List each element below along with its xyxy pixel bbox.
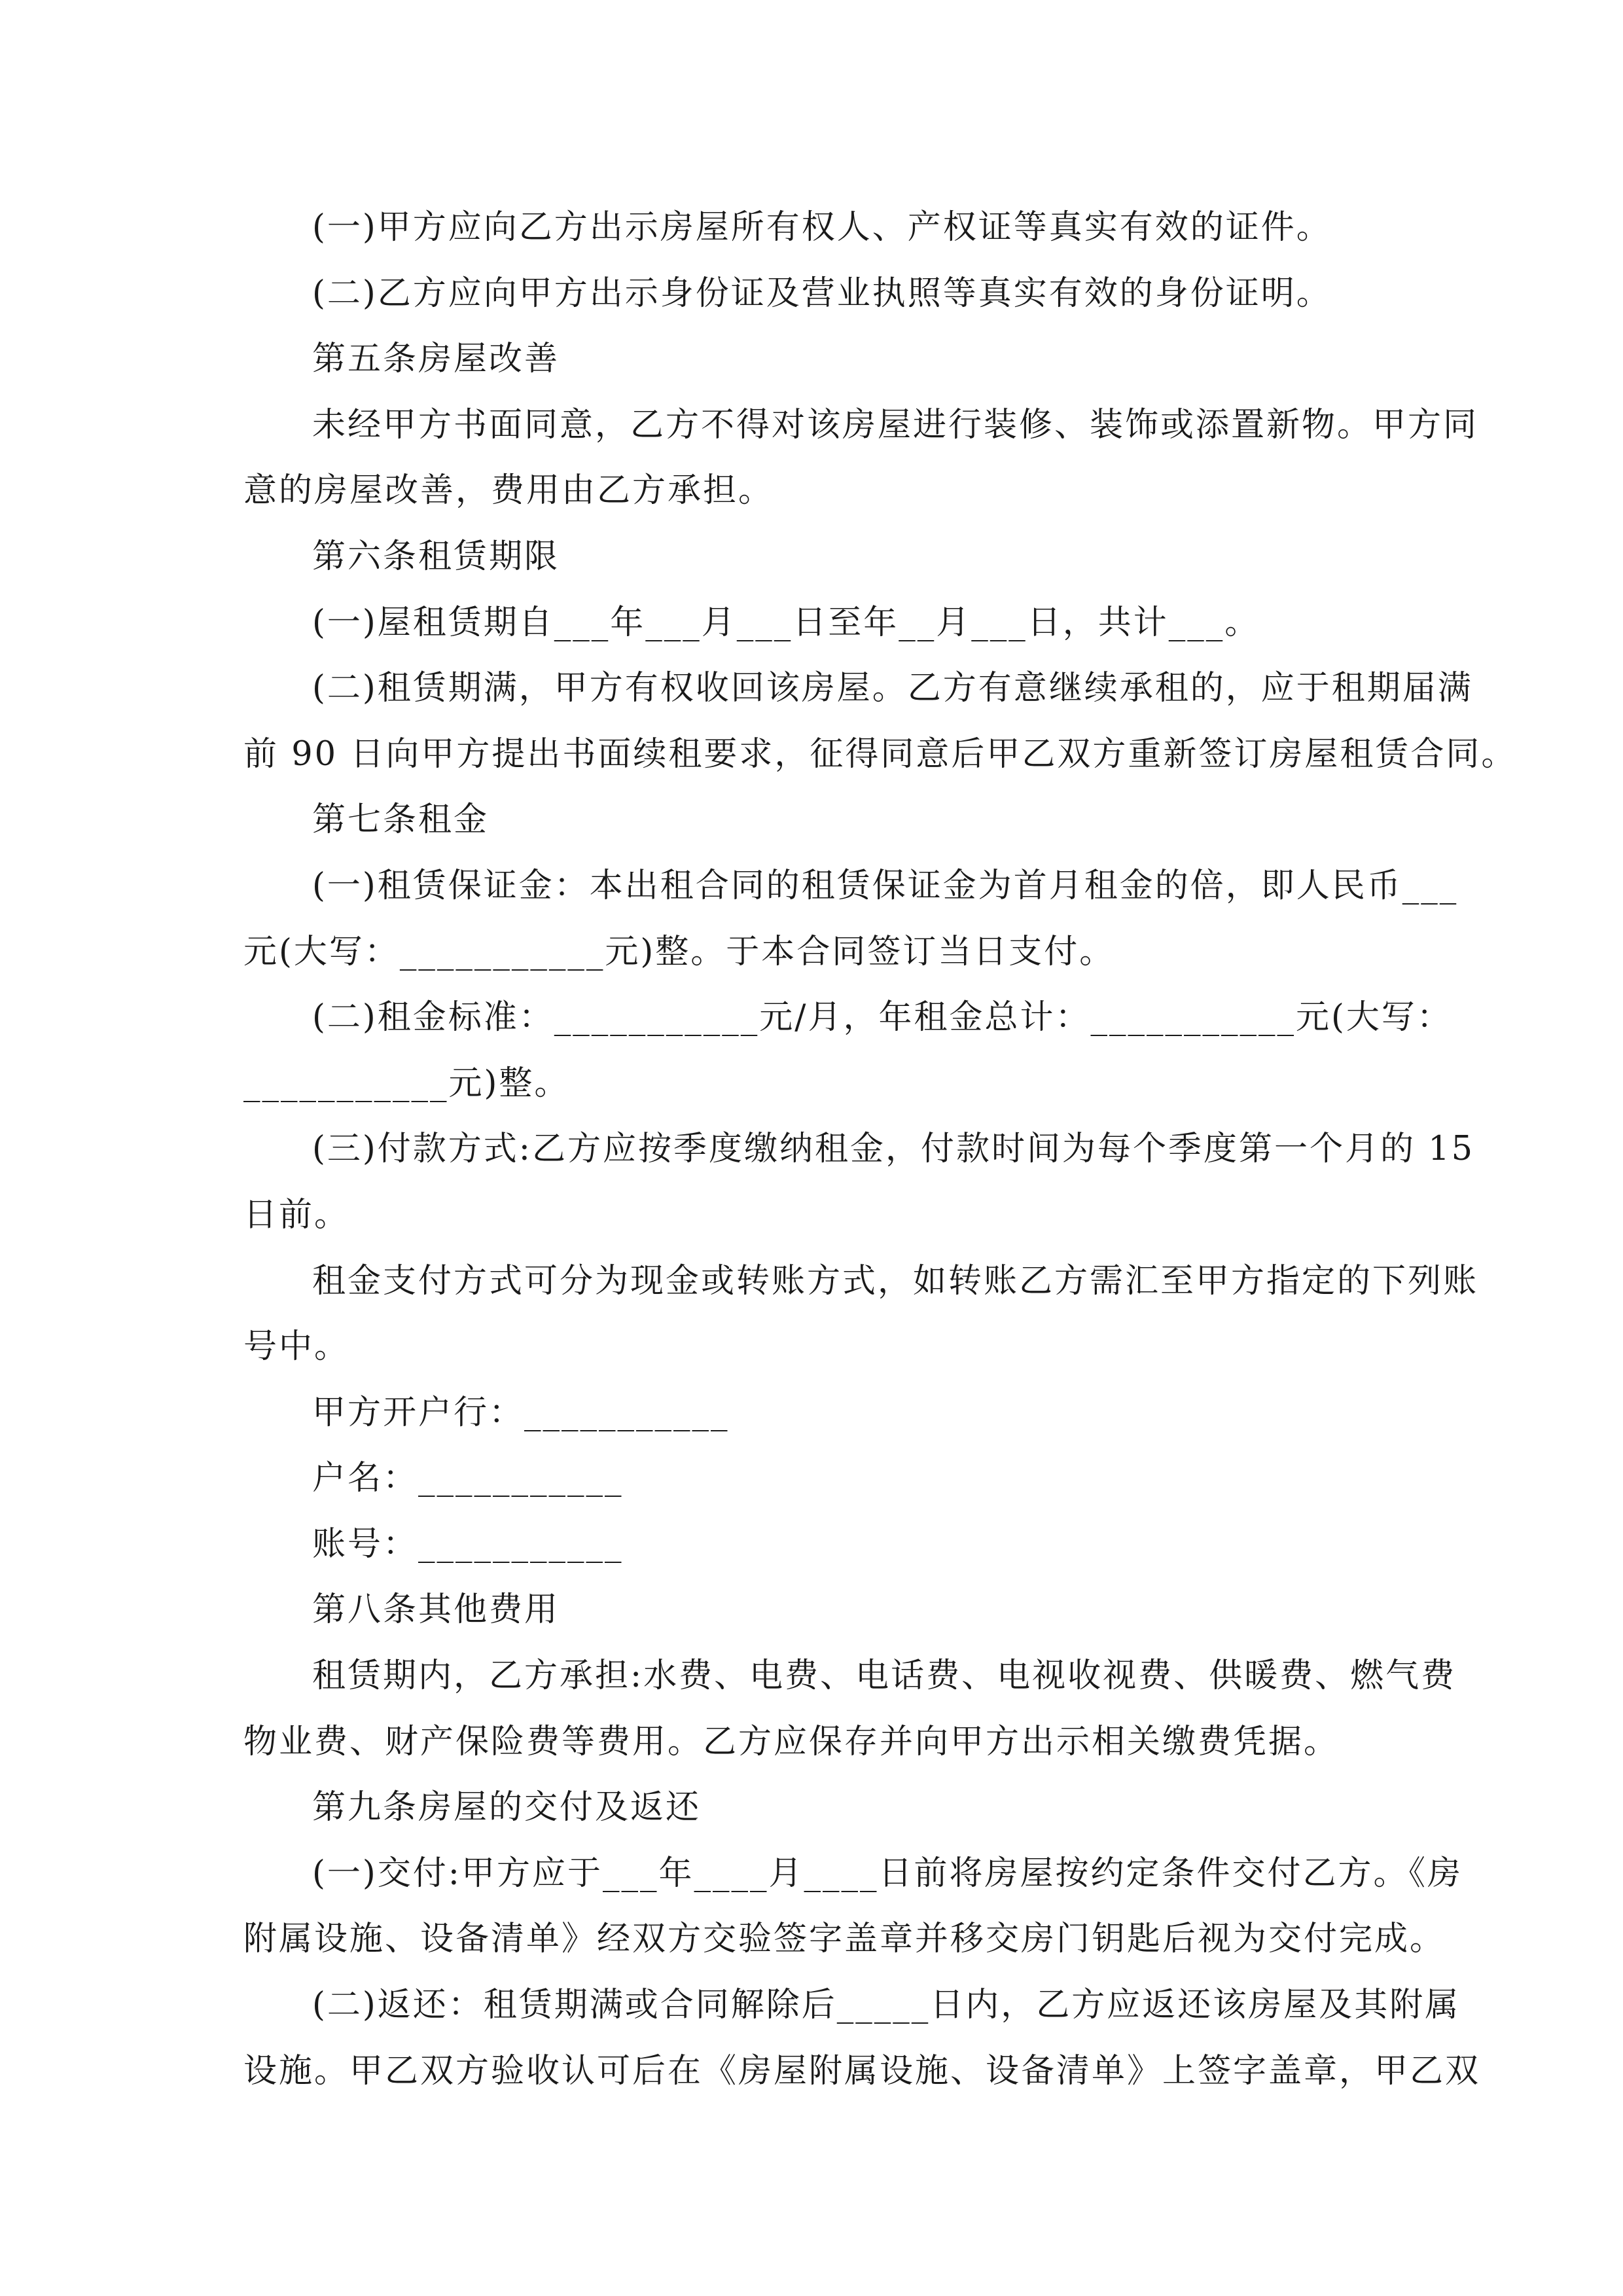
section-heading: 第九条房屋的交付及返还 <box>312 1788 702 1827</box>
text-line: 元(大写：___________元)整。于本合同签订当日支付。 <box>243 932 1115 971</box>
text-line: (一)租赁保证金：本出租合同的租赁保证金为首月租金的倍，即人民币___ <box>312 866 1459 905</box>
section-heading: 第五条房屋改善 <box>312 340 560 379</box>
text-line: (二)返还：租赁期满或合同解除后_____日内，乙方应返还该房屋及其附属 <box>312 1986 1461 2025</box>
text-line: (二)租赁期满，甲方有权收回该房屋。乙方有意继续承租的，应于租期届满 <box>312 669 1473 708</box>
section-heading: 第六条租赁期限 <box>312 537 560 576</box>
text-line: (二)租金标准：___________元/月，年租金总计：___________元(大写： <box>312 998 1452 1037</box>
text-line: 前 90 日向甲方提出书面续租要求，征得同意后甲乙双方重新签订房屋租赁合同。 <box>243 734 1517 774</box>
text-line: (一)屋租赁期自___年___月___日至年__月___日，共计___。 <box>312 603 1260 642</box>
text-line: 租金支付方式可分为现金或转账方式，如转账乙方需汇至甲方指定的下列账 <box>312 1261 1479 1300</box>
contract-body <box>243 195 1517 2104</box>
section-heading: 第七条租金 <box>312 800 490 840</box>
text-line: 未经甲方书面同意，乙方不得对该房屋进行装修、装饰或添置新物。甲方同 <box>312 405 1479 444</box>
text-line: 租赁期内，乙方承担:水费、电费、电话费、电视收视费、供暖费、燃气费 <box>312 1657 1457 1696</box>
text-line: 附属设施、设备清单》经双方交验签字盖章并移交房门钥匙后视为交付完成。 <box>243 1920 1446 1959</box>
text-line: 日前。 <box>243 1195 350 1234</box>
text-line: 物业费、财产保险费等费用。乙方应保存并向甲方出示相关缴费凭据。 <box>243 1722 1340 1761</box>
text-line: 设施。甲乙双方验收认可后在《房屋附属设施、设备清单》上签字盖章，甲乙双 <box>243 2051 1481 2090</box>
text-line: (一)甲方应向乙方出示房屋所有权人、产权证等真实有效的证件。 <box>312 208 1332 247</box>
text-line: (三)付款方式:乙方应按季度缴纳租金，付款时间为每个季度第一个月的 15 <box>312 1130 1475 1169</box>
text-line: 号中。 <box>243 1327 350 1367</box>
section-heading: 第八条其他费用 <box>312 1590 560 1630</box>
account-name-field-line: 户名：___________ <box>312 1459 624 1498</box>
text-line: 意的房屋改善，费用由乙方承担。 <box>243 471 774 511</box>
text-line: (二)乙方应向甲方出示身份证及营业执照等真实有效的身份证明。 <box>312 274 1332 313</box>
text-line: (一)交付:甲方应于___年____月____日前将房屋按约定条件交付乙方。《房 <box>312 1854 1463 1893</box>
text-line: ___________元)整。 <box>243 1064 570 1103</box>
bank-field-line: 甲方开户行：___________ <box>312 1393 730 1432</box>
account-number-field-line: 账号：___________ <box>312 1524 624 1564</box>
